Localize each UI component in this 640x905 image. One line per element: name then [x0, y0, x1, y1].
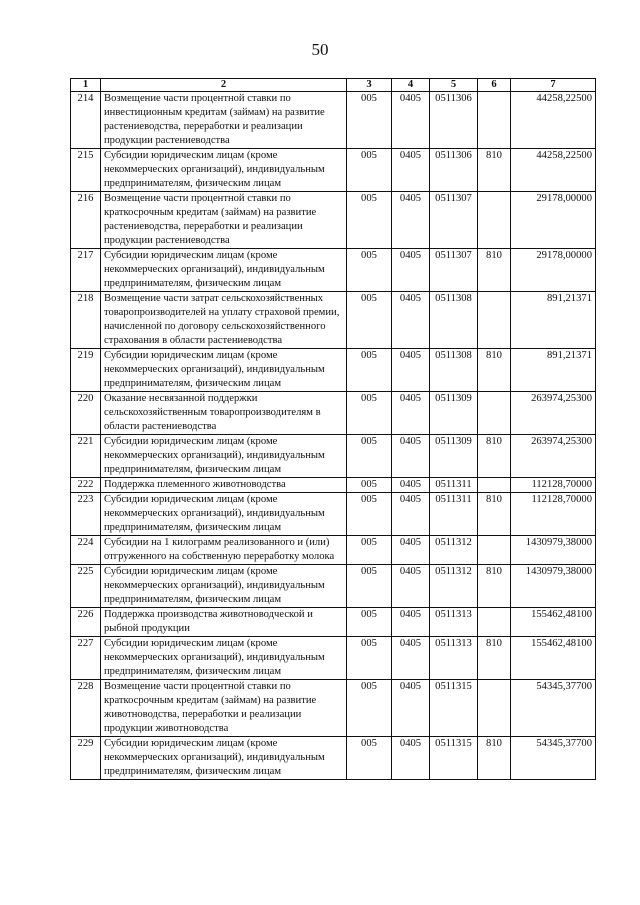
- table-row: [71, 565, 596, 608]
- row-name: Субсидии юридическим лицам (кроме некоммерческих организаций), индивидуальным предпринимателям, физическим лицам: [101, 349, 347, 392]
- row-amount: 54345,37700: [511, 680, 596, 737]
- row-col-5: 0511308: [430, 292, 478, 349]
- row-name: Субсидии юридическим лицам (кроме некоммерческих организаций), индивидуальным предпринимателям, физическим лицам: [101, 493, 347, 536]
- row-col-3: 005: [347, 192, 392, 249]
- row-number: 222: [71, 478, 101, 493]
- row-number: 223: [71, 493, 101, 536]
- table-row: [71, 536, 596, 565]
- row-col-6: [478, 292, 511, 349]
- row-col-4: 0405: [392, 637, 430, 680]
- table-row: [71, 249, 596, 292]
- row-number: 224: [71, 536, 101, 565]
- table-row: [71, 349, 596, 392]
- row-number: 214: [71, 92, 101, 149]
- row-number: 226: [71, 608, 101, 637]
- row-col-3: 005: [347, 292, 392, 349]
- row-col-3: 005: [347, 608, 392, 637]
- row-col-4: 0405: [392, 493, 430, 536]
- row-col-6: [478, 92, 511, 149]
- row-col-4: 0405: [392, 478, 430, 493]
- row-col-4: 0405: [392, 608, 430, 637]
- table-row: [71, 392, 596, 435]
- row-name: Субсидии юридическим лицам (кроме некоммерческих организаций), индивидуальным предпринимателям, физическим лицам: [101, 435, 347, 478]
- row-amount: 44258,22500: [511, 149, 596, 192]
- header-col-3: 3: [347, 79, 392, 92]
- row-name: Субсидии юридическим лицам (кроме некоммерческих организаций), индивидуальным предпринимателям, физическим лицам: [101, 149, 347, 192]
- row-col-5: 0511315: [430, 680, 478, 737]
- row-col-6: [478, 680, 511, 737]
- row-col-3: 005: [347, 493, 392, 536]
- row-col-3: 005: [347, 536, 392, 565]
- row-amount: 1430979,38000: [511, 565, 596, 608]
- row-name: Субсидии юридическим лицам (кроме некоммерческих организаций), индивидуальным предпринимателям, физическим лицам: [101, 737, 347, 780]
- row-number: 216: [71, 192, 101, 249]
- row-col-6: 810: [478, 737, 511, 780]
- row-col-6: 810: [478, 249, 511, 292]
- row-name: Оказание несвязанной поддержки сельскохозяйственным товаропроизводителям в области растениеводства: [101, 392, 347, 435]
- row-col-4: 0405: [392, 680, 430, 737]
- row-amount: 44258,22500: [511, 92, 596, 149]
- row-col-5: 0511311: [430, 493, 478, 536]
- row-col-5: 0511315: [430, 737, 478, 780]
- row-amount: 54345,37700: [511, 737, 596, 780]
- row-col-6: 810: [478, 349, 511, 392]
- page-number: 50: [311, 40, 329, 59]
- budget-table: [70, 78, 596, 780]
- row-col-4: 0405: [392, 565, 430, 608]
- row-col-6: 810: [478, 493, 511, 536]
- row-col-3: 005: [347, 392, 392, 435]
- row-col-4: 0405: [392, 392, 430, 435]
- row-col-6: [478, 192, 511, 249]
- row-name: Поддержка производства животноводческой и рыбной продукции: [101, 608, 347, 637]
- row-name: Субсидии юридическим лицам (кроме некоммерческих организаций), индивидуальным предпринимателям, физическим лицам: [101, 565, 347, 608]
- row-name: Возмещение части процентной ставки по краткосрочным кредитам (займам) на развитие животноводства, переработки и реализации продукции животноводства: [101, 680, 347, 737]
- row-number: 215: [71, 149, 101, 192]
- table-row: [71, 292, 596, 349]
- table-row: [71, 92, 596, 149]
- row-number: 218: [71, 292, 101, 349]
- row-name: Возмещение части затрат сельскохозяйственных товаропроизводителей на уплату страховой премии, начисленной по договору сельскохозяйственного страхования в области растениеводства: [101, 292, 347, 349]
- row-col-4: 0405: [392, 435, 430, 478]
- row-col-6: [478, 608, 511, 637]
- row-col-6: [478, 478, 511, 493]
- header-col-6: 6: [478, 79, 511, 92]
- row-col-6: 810: [478, 435, 511, 478]
- table-row: [71, 149, 596, 192]
- table-header-row: [71, 79, 596, 92]
- row-amount: 29178,00000: [511, 249, 596, 292]
- row-name: Субсидии на 1 килограмм реализованного и (или) отгруженного на собственную переработку молока: [101, 536, 347, 565]
- row-amount: 891,21371: [511, 292, 596, 349]
- row-col-5: 0511313: [430, 637, 478, 680]
- row-col-4: 0405: [392, 737, 430, 780]
- row-col-5: 0511309: [430, 392, 478, 435]
- row-number: 219: [71, 349, 101, 392]
- table-row: [71, 608, 596, 637]
- row-col-6: [478, 392, 511, 435]
- table-row: [71, 493, 596, 536]
- row-col-3: 005: [347, 92, 392, 149]
- header-col-7: 7: [511, 79, 596, 92]
- row-amount: 112128,70000: [511, 493, 596, 536]
- table-row: [71, 435, 596, 478]
- row-col-5: 0511311: [430, 478, 478, 493]
- row-col-6: 810: [478, 149, 511, 192]
- row-amount: 891,21371: [511, 349, 596, 392]
- row-col-4: 0405: [392, 349, 430, 392]
- table-row: [71, 192, 596, 249]
- row-col-3: 005: [347, 349, 392, 392]
- header-col-2: 2: [101, 79, 347, 92]
- table-row: [71, 478, 596, 493]
- row-col-6: [478, 536, 511, 565]
- row-name: Поддержка племенного животноводства: [101, 478, 347, 493]
- row-amount: 112128,70000: [511, 478, 596, 493]
- row-name: Возмещение части процентной ставки по инвестиционным кредитам (займам) на развитие растениеводства, переработки и реализации продукции растениеводства: [101, 92, 347, 149]
- table-row: [71, 637, 596, 680]
- row-col-5: 0511309: [430, 435, 478, 478]
- header-col-5: 5: [430, 79, 478, 92]
- row-amount: 29178,00000: [511, 192, 596, 249]
- row-col-4: 0405: [392, 192, 430, 249]
- row-col-6: 810: [478, 565, 511, 608]
- row-number: 228: [71, 680, 101, 737]
- header-col-4: 4: [392, 79, 430, 92]
- row-amount: 263974,25300: [511, 435, 596, 478]
- row-col-3: 005: [347, 680, 392, 737]
- row-col-5: 0511312: [430, 565, 478, 608]
- row-amount: 155462,48100: [511, 608, 596, 637]
- row-number: 220: [71, 392, 101, 435]
- row-amount: 155462,48100: [511, 637, 596, 680]
- row-col-5: 0511308: [430, 349, 478, 392]
- row-amount: 263974,25300: [511, 392, 596, 435]
- row-number: 225: [71, 565, 101, 608]
- header-col-1: 1: [71, 79, 101, 92]
- row-number: 217: [71, 249, 101, 292]
- row-col-4: 0405: [392, 149, 430, 192]
- row-col-5: 0511312: [430, 536, 478, 565]
- row-number: 229: [71, 737, 101, 780]
- table-body: [71, 92, 596, 780]
- row-name: Субсидии юридическим лицам (кроме некоммерческих организаций), индивидуальным предпринимателям, физическим лицам: [101, 249, 347, 292]
- row-number: 227: [71, 637, 101, 680]
- row-col-5: 0511306: [430, 92, 478, 149]
- row-col-3: 005: [347, 478, 392, 493]
- row-col-5: 0511313: [430, 608, 478, 637]
- table-row: [71, 737, 596, 780]
- row-col-3: 005: [347, 149, 392, 192]
- row-col-4: 0405: [392, 249, 430, 292]
- row-col-6: 810: [478, 637, 511, 680]
- row-amount: 1430979,38000: [511, 536, 596, 565]
- row-col-5: 0511306: [430, 149, 478, 192]
- row-col-4: 0405: [392, 92, 430, 149]
- row-col-4: 0405: [392, 536, 430, 565]
- row-name: Субсидии юридическим лицам (кроме некоммерческих организаций), индивидуальным предпринимателям, физическим лицам: [101, 637, 347, 680]
- row-col-3: 005: [347, 565, 392, 608]
- row-col-5: 0511307: [430, 192, 478, 249]
- row-name: Возмещение части процентной ставки по краткосрочным кредитам (займам) на развитие растениеводства, переработки и реализации продукции растениеводства: [101, 192, 347, 249]
- row-col-3: 005: [347, 637, 392, 680]
- row-number: 221: [71, 435, 101, 478]
- row-col-5: 0511307: [430, 249, 478, 292]
- row-col-3: 005: [347, 435, 392, 478]
- row-col-3: 005: [347, 737, 392, 780]
- table-row: [71, 680, 596, 737]
- row-col-3: 005: [347, 249, 392, 292]
- row-col-4: 0405: [392, 292, 430, 349]
